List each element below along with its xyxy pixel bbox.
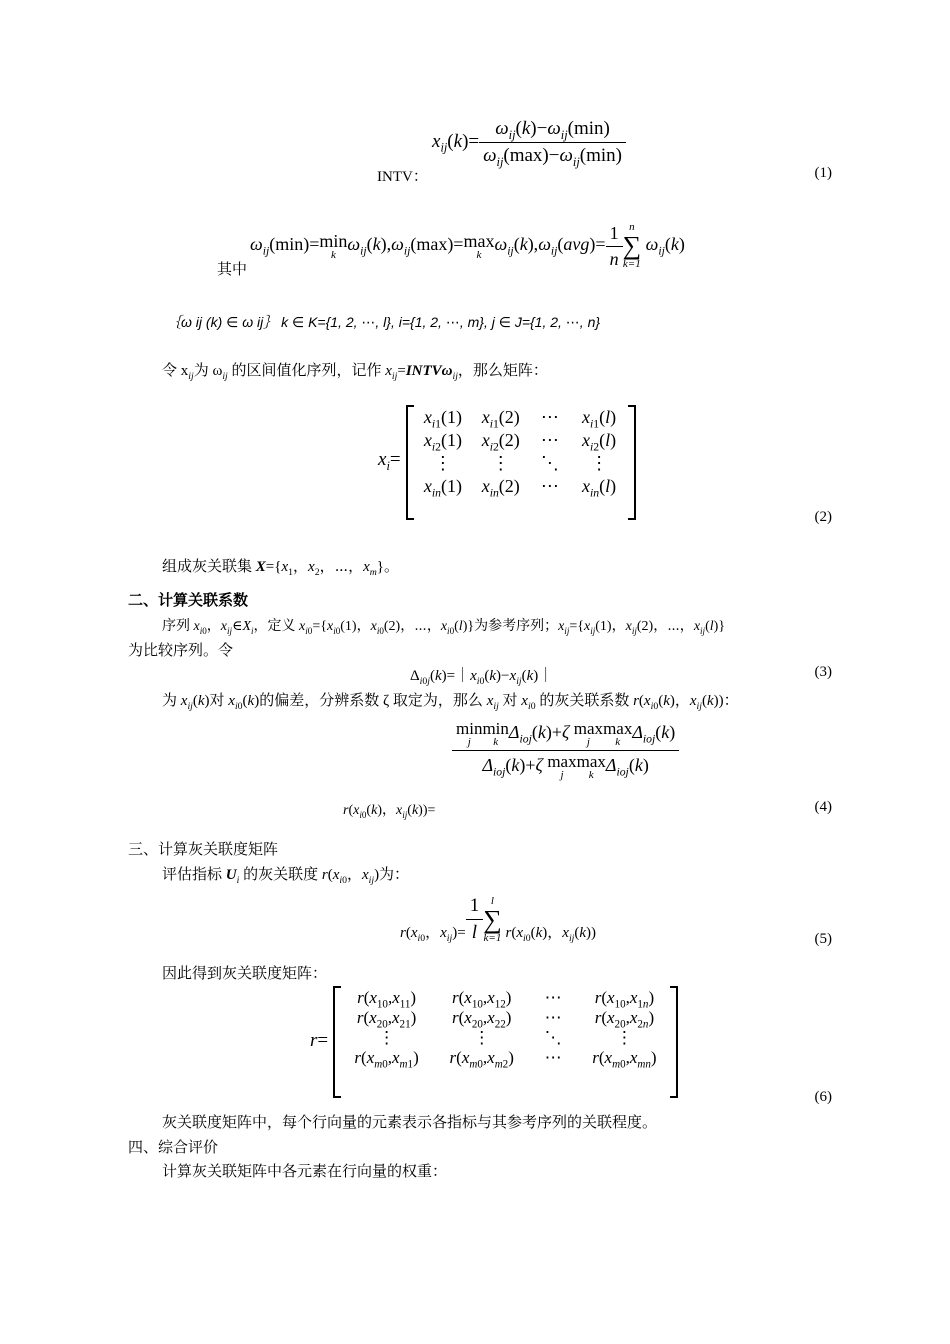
- equation-1-label: INTV：: [377, 169, 428, 185]
- section-3-title: 三、计算灰关联度矩阵: [128, 842, 279, 858]
- paragraph-deviation: 为 $x_{ij}(k)$对 $x_{i0}(k)$的偏差，分辨系数 ζ 取定为，那么 $x_{ij}$ 对 $x_{i0}$ 的灰关联系数 $r(x_{i0}(k)$，$x_{ij}(k)$)：: [162, 693, 739, 712]
- paragraph-row-vector: 灰关联度矩阵中，每个行向量的元素表示各指标与其参考序列的关联程度。: [162, 1115, 658, 1131]
- equation-2-number: (2): [814, 509, 832, 525]
- equation-5: $r(x_{i0}$，$x_{ij})=$ $\frac{1}{l}$ l ∑ k=1 $r(x_{i0}(k)$，$x_{ij}(k)$): [400, 894, 597, 944]
- equation-3-number: (3): [814, 664, 832, 680]
- paragraph-grey-set: 组成灰关联集 $X=\{x_1$，$x_2$，⋯，$x_m$}。: [162, 559, 399, 578]
- equation-4-number: (4): [814, 799, 832, 815]
- matrix-6: $r(x_{10},x_{11})$ $r(x_{10},x_{12})$ ⋯ $r(x_{10},x_{1n})$ $r(x_{20},x_{21})$ $r(x_{20},x_{22})$ ⋯ $r(x_{20},x_{2n})$ ⋮ ⋮ ⋱ ⋮ $r(x_{m0},x_{m1})$ $r(x_{m0},x_{m2})$ ⋯ $r(x_{m0},x_{mn})$: [333, 986, 678, 1098]
- equation-1: $x_{ij}(k)=$ $\frac{\omega_{ij}(k)-\omega_{ij}(\min)}{\omega_{ij}(\max)-\omega_{ij}(\min)}$: [432, 118, 626, 167]
- paragraph-indicator: 评估指标 $U_i$ 的灰关联度 $r(x_{i0}$，$x_{ij}$)为：: [162, 867, 410, 886]
- paragraph-interval-sequence: 令 $x_{ij}$为 $\omega_{ij}$ 的区间值化序列，记作 $x_{ij}=INTV\omega_{ij}$，那么矩阵：: [162, 363, 548, 382]
- paragraph-matrix-intro: 因此得到灰关联度矩阵：: [162, 966, 328, 982]
- paragraph-sequences-line1: 序列 $x_{i0}$，$x_{ij}\in X_i$，定义 $x_{i0}=\{x_{i0}(1)$，$x_{i0}(2)$，⋯，$x_{i0}(l)$}为参考序列；$x_{ij}=\{x_{ij}(1)$，$x_{ij}(2)$，⋯，$x_{ij}(l)$}: [162, 619, 726, 636]
- equation-1-number: (1): [814, 165, 832, 181]
- section-2-title: 二、计算关联系数: [128, 592, 249, 609]
- paragraph-weights: 计算灰关联矩阵中各元素在行向量的权重：: [162, 1164, 448, 1180]
- equation-5-number: (5): [814, 931, 832, 947]
- equation-3: $\Delta_{i0j}(k)=|x_{i0}(k)-x_{ij}(k)|$: [410, 668, 554, 687]
- where-label: 其中: [217, 261, 248, 278]
- matrix-2-lhs: $x_i=$: [378, 449, 401, 473]
- paragraph-sequences-line2: 为比较序列。令: [128, 643, 234, 659]
- matrix-2: $x_{i1}(1)$ $x_{i1}(2)$ ⋯ $x_{i1}(l)$ $x_{i2}(1)$ $x_{i2}(2)$ ⋯ $x_{i2}(l)$ ⋮ ⋮ ⋱ ⋮ $x_{in}(1)$ $x_{in}(2)$ ⋯ $x_{in}(l)$: [406, 405, 636, 520]
- section-4-title: 四、综合评价: [128, 1140, 219, 1156]
- equation-minmaxavg: $\omega_{ij}(\min)=$ min k $\omega_{ij}(k),\omega_{ij}(\max)=$ max k $\omega_{ij}(k),\omega_{ij}(avg)=$ $\frac{1}{n}$ n ∑ k=1 $\omega_{ij}(k)$: [250, 221, 685, 270]
- equation-4-fraction: min j min k $\Delta_{ioj}(k)+\zeta$ max j max k $\Delta_{ioj}(k)$ $\Delta_{ioj}(k)+\zeta$ max j max k $\Delta_{ioj}(k)$: [452, 720, 679, 781]
- matrix-6-lhs: r=: [310, 1030, 329, 1051]
- equation-4-lhs: $r(x_{i0}(k)$，$x_{ij}(k))=$: [343, 803, 436, 820]
- condition-line: ｛ω ij (k) ∈ ω ij｝ k ∈ K={1, 2, ⋯, l}, i={1, 2, ⋯, m}, j ∈ J={1, 2, ⋯, n}: [167, 314, 601, 330]
- equation-6-number: (6): [814, 1089, 832, 1105]
